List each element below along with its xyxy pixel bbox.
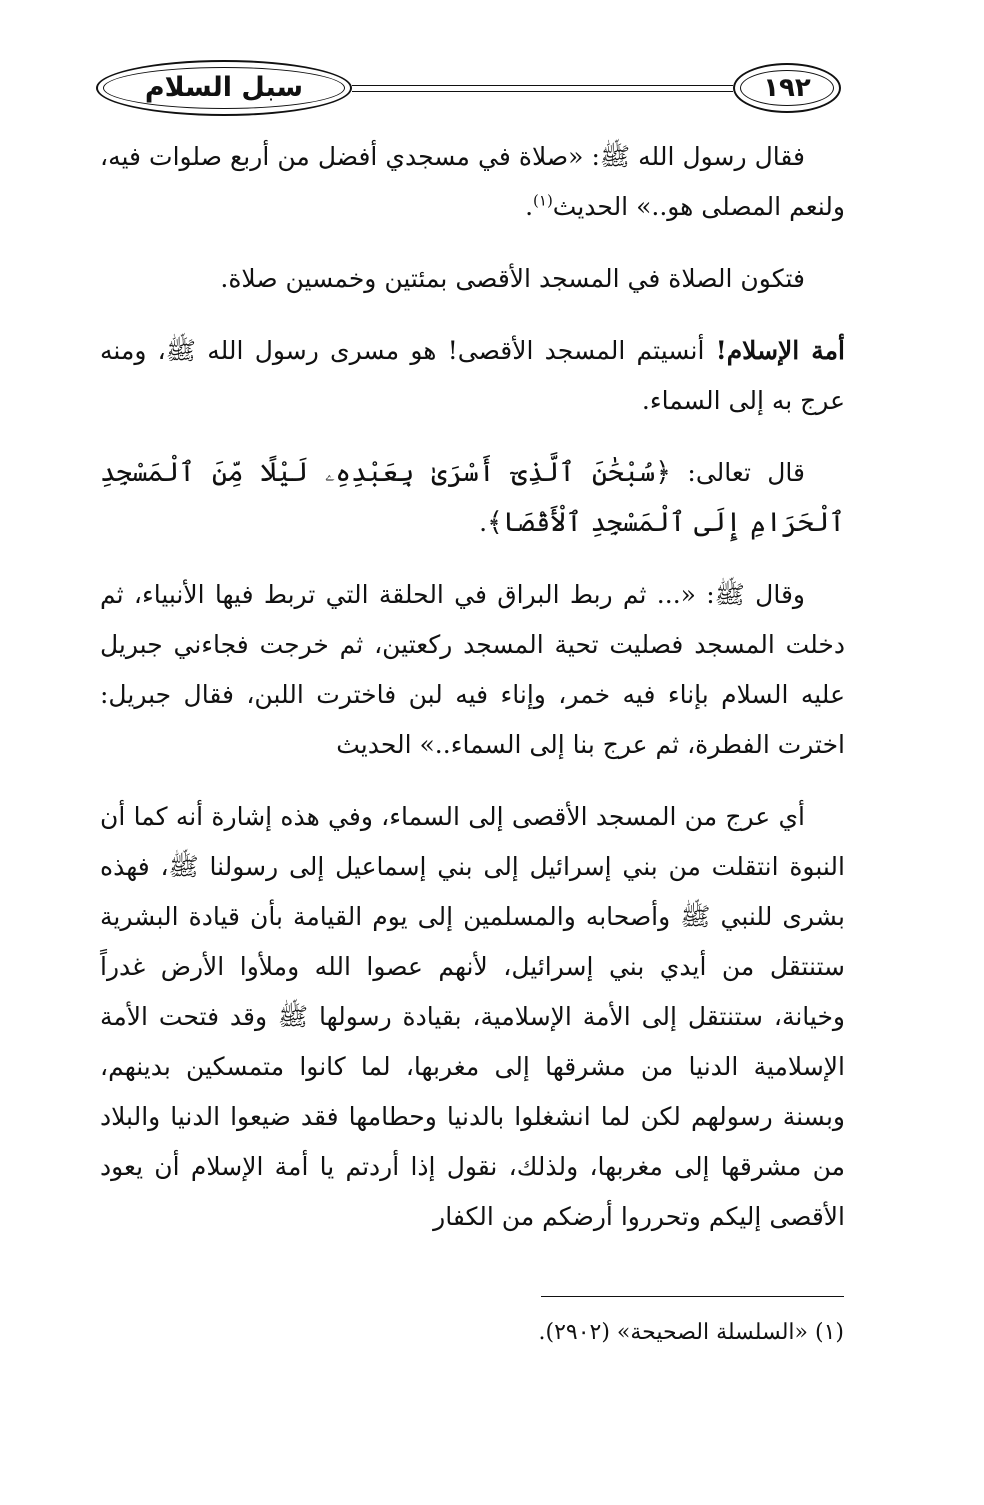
paragraph-1-text: فقال رسول الله ﷺ: «صلاة في مسجدي أفضل من أربع صلوات فيه، ولنعم المصلى هو..» الحديث (100, 142, 845, 221)
footnote: (١) «السلسلة الصحيحة» (٢٩٠٢). (538, 1320, 844, 1345)
verse-intro: قال تعالى: (671, 458, 805, 487)
page-number: ١٩٢ (763, 73, 811, 103)
paragraph-4 (100, 448, 845, 548)
book-title: سبل السلام (144, 72, 304, 103)
paragraph-4-end: . (479, 508, 488, 537)
paragraph-2: فتكون الصلاة في المسجد الأقصى بمئتين وخمسين صلاة. (220, 264, 805, 293)
page-body (100, 132, 845, 1242)
footnote-ref: (١) (533, 191, 553, 210)
paragraph-3-lead: أمة الإسلام! (715, 336, 845, 365)
page-header (96, 52, 841, 124)
footnote-separator (541, 1296, 844, 1297)
paragraph-3 (100, 326, 845, 426)
paragraph-3-text: أنسيتم المسجد الأقصى! هو مسرى رسول الله ﷺ، ومنه عرج به إلى السماء. (100, 336, 845, 415)
header-rule-bottom (352, 91, 733, 92)
paragraph-1 (100, 132, 845, 232)
paragraph-5: وقال ﷺ: «... ثم ربط البراق في الحلقة التي تربط فيها الأنبياء، ثم دخلت المسجد فصليت تحية المسجد ركعتين، ثم خرجت فجاءني جبريل عليه السلام بإناء فيه خمر، وإناء فيه لبن فاخترت اللبن، فقال جبريل: اخترت الفطرة، ثم عرج بنا إلى السماء..» الحديث (100, 580, 845, 759)
quran-verse: ﴿سُبْحَٰنَ ٱلَّذِىٓ أَسْرَىٰ بِعَبْدِهِۦ لَيْلًا مِّنَ ٱلْمَسْجِدِ ٱلْحَرَامِ إِلَى ٱلْمَسْجِدِ ٱلْأَقْصَا﴾ (100, 457, 845, 538)
paragraph-1-end: . (525, 192, 534, 221)
paragraph-6: أي عرج من المسجد الأقصى إلى السماء، وفي هذه إشارة أنه كما أن النبوة انتقلت من بني إسرائيل إلى بني إسماعيل إلى رسولنا ﷺ، فهذه بشرى للنبي ﷺ وأصحابه والمسلمين إلى يوم القيامة بأن قيادة البشرية ستنتقل من أيدي بني إسرائيل، لأنهم عصوا الله وملأوا الأرض غدراً وخيانة، ستنتقل إلى الأمة الإسلامية، بقيادة رسولها ﷺ وقد فتحت الأمة الإسلامية الدنيا من مشرقها إلى مغربها، لما كانوا متمسكين بدينهم، وبسنة رسولهم لكن لما انشغلوا بالدنيا وحطامها فقد ضيعوا الدنيا والبلاد من مشرقها إلى مغربها، ولذلك، نقول إذا أردتم يا أمة الإسلام أن يعود الأقصى إليكم وتحرروا أرضكم من الكفار (100, 802, 845, 1231)
header-rule-top (352, 85, 733, 86)
